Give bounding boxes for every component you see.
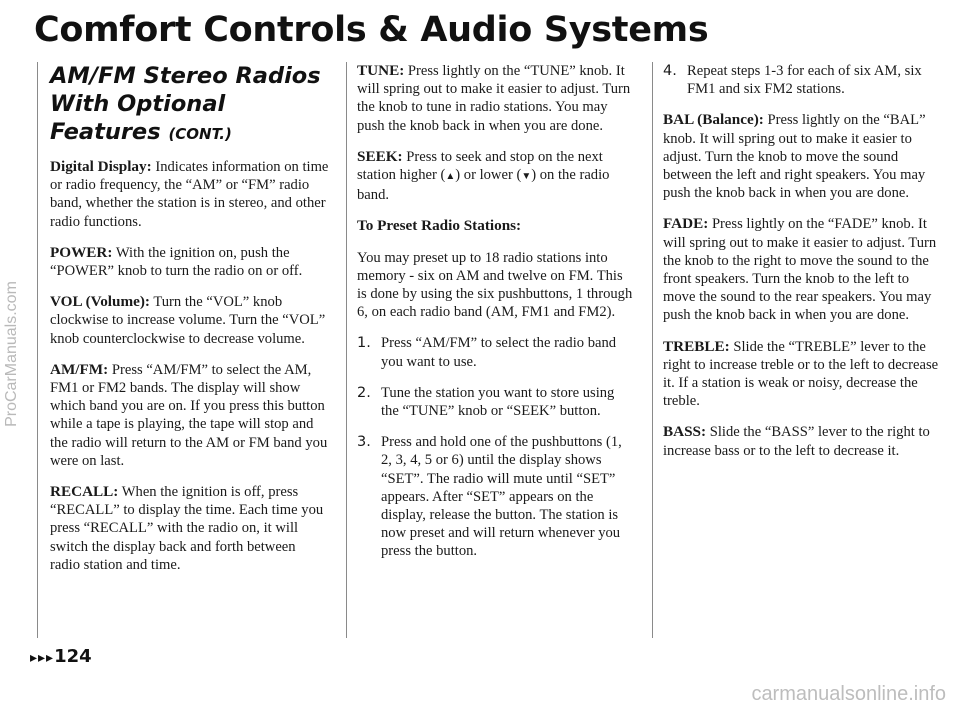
preset-intro: You may preset up to 18 radio stations into memory - six on AM and twelve on FM. This is done by using the six pushbuttons, 1 through 6, on each radio band (AM, FM1 and FM2). bbox=[357, 249, 633, 321]
recall-text: When the ignition is off, press “RECALL” to display the time. Each time you press “RECALL” with the radio on, it will switch the display back and forth between radio station and time. bbox=[50, 484, 324, 573]
amfm-text: Press “AM/FM” to select the AM, FM1 or FM2 bands. The display will show which band you are on. If you press this button while a tape is playing, the tape will stop and the radio will return to the AM or FM band you were on last. bbox=[50, 361, 328, 469]
side-watermark-text: ProCarManuals.com bbox=[3, 281, 20, 427]
bass-term: BASS: bbox=[663, 423, 707, 441]
fade-term: FADE: bbox=[663, 215, 709, 233]
tune-text: Press lightly on the “TUNE” knob. It will spring out to make it easier to adjust. Turn the knob to tune in radio stations. You may push the knob back in when you are done. bbox=[357, 63, 631, 134]
amfm-term: AM/FM: bbox=[50, 360, 109, 378]
page-title: Comfort Controls & Audio Systems bbox=[34, 10, 709, 50]
fade-text: Press lightly on the “FADE” knob. It will spring out to make it easier to adjust. Turn the knob to the right to move the sound to the front speakers. Turn the knob to the left to move the sound to the rear speakers. You may push the knob back in when you are done. bbox=[663, 216, 937, 324]
digital-display-text: Indicates information on time or radio frequency, the “AM” or “FM” radio band, whether the station is in stereo, and other radio functions. bbox=[50, 159, 329, 230]
power-term: POWER: bbox=[50, 243, 113, 261]
section-heading-text: AM/FM Stereo Radios With Optional Features bbox=[50, 63, 321, 145]
digital-display-term: Digital Display: bbox=[50, 158, 152, 175]
step-text: Press and hold one of the pushbuttons (1, 2, 3, 4, 5 or 6) until the display shows “SET”. The radio will mute until “SET” appears. After “SET” appears on the display, release the button. The station is now preset and will return whenever you press the button. bbox=[381, 434, 622, 560]
section-heading-suffix: (CONT.) bbox=[168, 125, 232, 143]
step-text: Press “AM/FM” to select the radio band you want to use. bbox=[381, 335, 617, 370]
list-item bbox=[357, 384, 634, 420]
seek-text-before: Press to seek and stop on the next station higher ( bbox=[357, 148, 603, 184]
bottom-watermark: carmanualsonline.info bbox=[751, 683, 946, 705]
volume-text: Turn the “VOL” knob clockwise to increase volume. Turn the “VOL” knob counterclockwise to decrease volume. bbox=[50, 294, 326, 347]
tune-entry bbox=[357, 62, 634, 135]
left-column bbox=[37, 62, 335, 638]
middle-column bbox=[346, 62, 642, 638]
page-marker-icon: ▸▸▸ bbox=[30, 650, 55, 666]
treble-text: Slide the “TREBLE” lever to the right to increase treble or to the left to decrease it. If a station is weak or noisy, decrease the treble. bbox=[663, 338, 939, 410]
digital-display-entry bbox=[50, 158, 329, 231]
power-text: With the ignition on, push the “POWER” knob to turn the radio on or off. bbox=[50, 244, 303, 280]
recall-term: RECALL: bbox=[50, 483, 119, 501]
amfm-entry bbox=[50, 361, 329, 470]
section-heading bbox=[50, 62, 329, 148]
preset-heading: To Preset Radio Stations: bbox=[357, 217, 522, 235]
step-number: 1. bbox=[357, 335, 371, 352]
volume-term: VOL (Volume): bbox=[50, 293, 150, 311]
preset-steps-list bbox=[357, 334, 634, 560]
recall-entry bbox=[50, 483, 329, 574]
seek-term: SEEK: bbox=[357, 147, 403, 165]
list-item bbox=[663, 62, 944, 98]
seek-text-after: ) on the radio band. bbox=[357, 167, 610, 204]
bass-entry bbox=[663, 423, 944, 459]
step-text: Tune the station you want to store using the “TUNE” knob or “SEEK” button. bbox=[381, 384, 615, 420]
power-entry bbox=[50, 244, 329, 280]
preset-steps-continued bbox=[663, 62, 944, 98]
balance-text: Press lightly on the “BAL” knob. It will spring out to make it easier to adjust. Turn the knob to move the sound between the left and right speakers. You may push the knob back in when you are done. bbox=[663, 112, 926, 202]
balance-entry bbox=[663, 111, 944, 202]
triangle-up-icon: ▲ bbox=[445, 171, 456, 183]
volume-entry bbox=[50, 293, 329, 348]
step-number: 2. bbox=[357, 384, 371, 401]
step-number: 4. bbox=[663, 63, 677, 79]
seek-entry bbox=[357, 148, 634, 205]
bass-text: Slide the “BASS” lever to the right to increase bass or to the left to decrease it. bbox=[663, 424, 930, 459]
right-column bbox=[652, 62, 948, 638]
tune-term: TUNE: bbox=[357, 62, 405, 79]
treble-term: TREBLE: bbox=[663, 337, 730, 355]
step-text: Repeat steps 1-3 for each of six AM, six FM1 and six FM2 stations. bbox=[687, 63, 922, 98]
step-number: 3. bbox=[357, 434, 371, 451]
list-item bbox=[357, 334, 634, 370]
page-number bbox=[30, 646, 92, 667]
side-watermark bbox=[0, 0, 26, 709]
treble-entry bbox=[663, 338, 944, 411]
seek-text-between: ) or lower ( bbox=[455, 167, 522, 184]
page-number-text: 124 bbox=[54, 646, 92, 667]
balance-term: BAL (Balance): bbox=[663, 111, 764, 129]
triangle-down-icon: ▼ bbox=[521, 171, 532, 183]
fade-entry bbox=[663, 215, 944, 324]
list-item bbox=[357, 433, 634, 560]
